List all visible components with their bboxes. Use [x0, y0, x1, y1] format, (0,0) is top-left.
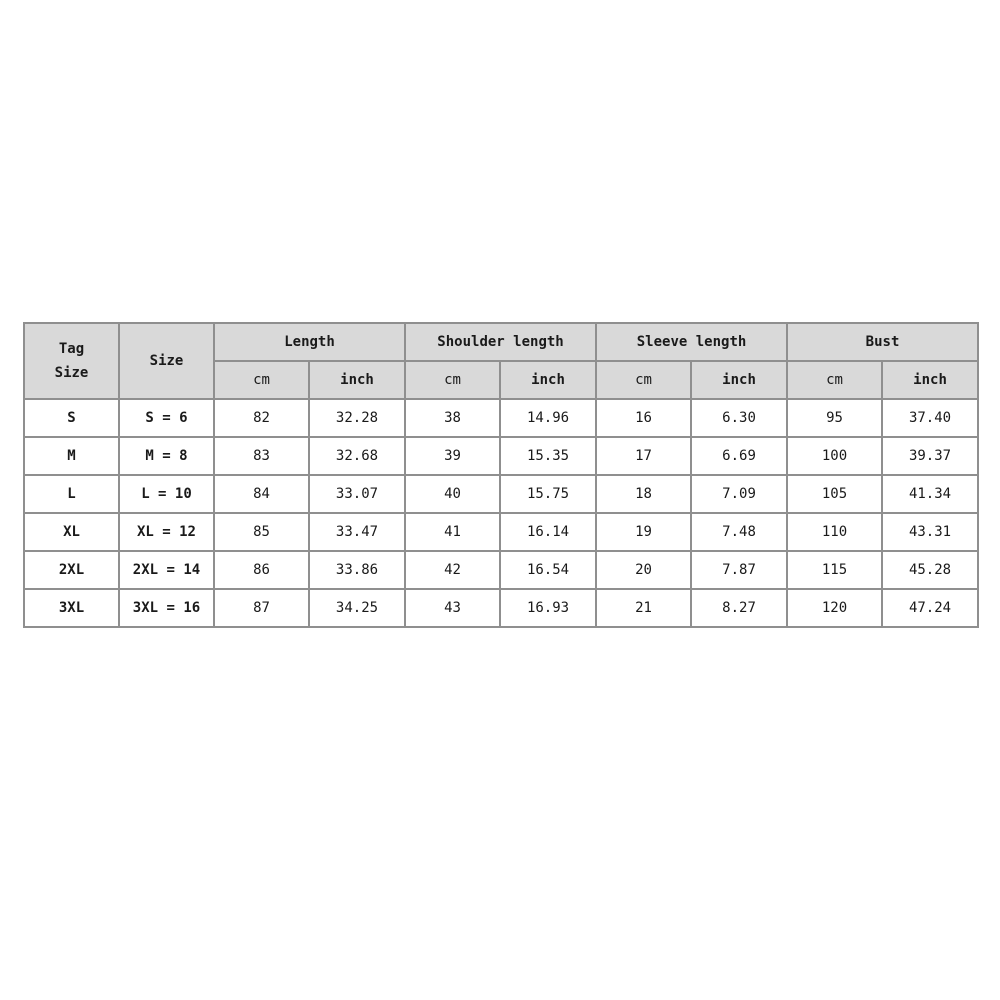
- shoulder-inch-cell: 15.75: [500, 475, 596, 513]
- header-unit-cm: cm: [405, 361, 500, 399]
- length-inch-cell: 33.86: [309, 551, 405, 589]
- header-unit-cm: cm: [787, 361, 882, 399]
- header-unit-cm: cm: [596, 361, 691, 399]
- table-row: [24, 551, 978, 589]
- header-unit-inch: inch: [309, 361, 405, 399]
- sleeve-cm-cell: 16: [596, 399, 691, 437]
- bust-cm-cell: 115: [787, 551, 882, 589]
- sleeve-inch-cell: 6.30: [691, 399, 787, 437]
- header-bust: Bust: [787, 323, 978, 361]
- bust-cm-cell: 95: [787, 399, 882, 437]
- length-cm-cell: 86: [214, 551, 309, 589]
- sleeve-cm-cell: 20: [596, 551, 691, 589]
- sleeve-inch-cell: 8.27: [691, 589, 787, 627]
- header-row-groups: [24, 323, 978, 361]
- length-inch-cell: 32.68: [309, 437, 405, 475]
- bust-inch-cell: 43.31: [882, 513, 978, 551]
- header-tag-size: [24, 323, 119, 399]
- header-sleeve-length: Sleeve length: [596, 323, 787, 361]
- bust-inch-cell: 41.34: [882, 475, 978, 513]
- header-size: Size: [119, 323, 214, 399]
- table-row: [24, 589, 978, 627]
- shoulder-cm-cell: 39: [405, 437, 500, 475]
- length-cm-cell: 83: [214, 437, 309, 475]
- sleeve-inch-cell: 7.48: [691, 513, 787, 551]
- table-body: [24, 399, 978, 627]
- size-cell: S = 6: [119, 399, 214, 437]
- table-row: [24, 475, 978, 513]
- tag-size-cell: L: [24, 475, 119, 513]
- bust-cm-cell: 100: [787, 437, 882, 475]
- sleeve-cm-cell: 18: [596, 475, 691, 513]
- header-unit-inch: inch: [691, 361, 787, 399]
- shoulder-inch-cell: 15.35: [500, 437, 596, 475]
- shoulder-cm-cell: 43: [405, 589, 500, 627]
- size-chart-table: [23, 322, 979, 628]
- size-cell: M = 8: [119, 437, 214, 475]
- table-row: [24, 437, 978, 475]
- bust-cm-cell: 120: [787, 589, 882, 627]
- header-unit-inch: inch: [500, 361, 596, 399]
- length-cm-cell: 82: [214, 399, 309, 437]
- length-cm-cell: 85: [214, 513, 309, 551]
- tag-size-cell: S: [24, 399, 119, 437]
- size-cell: 3XL = 16: [119, 589, 214, 627]
- header-length: Length: [214, 323, 405, 361]
- length-inch-cell: 33.07: [309, 475, 405, 513]
- shoulder-inch-cell: 14.96: [500, 399, 596, 437]
- shoulder-cm-cell: 38: [405, 399, 500, 437]
- tag-size-cell: 2XL: [24, 551, 119, 589]
- size-cell: L = 10: [119, 475, 214, 513]
- shoulder-inch-cell: 16.54: [500, 551, 596, 589]
- header-tag-size-line1: Tag: [58, 341, 85, 357]
- header-shoulder-length: Shoulder length: [405, 323, 596, 361]
- length-cm-cell: 84: [214, 475, 309, 513]
- sleeve-inch-cell: 7.09: [691, 475, 787, 513]
- sleeve-cm-cell: 19: [596, 513, 691, 551]
- shoulder-cm-cell: 41: [405, 513, 500, 551]
- size-cell: XL = 12: [119, 513, 214, 551]
- shoulder-inch-cell: 16.93: [500, 589, 596, 627]
- shoulder-cm-cell: 42: [405, 551, 500, 589]
- shoulder-inch-cell: 16.14: [500, 513, 596, 551]
- bust-inch-cell: 37.40: [882, 399, 978, 437]
- sleeve-inch-cell: 7.87: [691, 551, 787, 589]
- bust-inch-cell: 39.37: [882, 437, 978, 475]
- length-inch-cell: 33.47: [309, 513, 405, 551]
- sleeve-cm-cell: 21: [596, 589, 691, 627]
- size-cell: 2XL = 14: [119, 551, 214, 589]
- table-row: [24, 513, 978, 551]
- shoulder-cm-cell: 40: [405, 475, 500, 513]
- table-row: [24, 399, 978, 437]
- tag-size-cell: 3XL: [24, 589, 119, 627]
- table-header: [24, 323, 978, 399]
- sleeve-inch-cell: 6.69: [691, 437, 787, 475]
- length-inch-cell: 34.25: [309, 589, 405, 627]
- header-unit-inch: inch: [882, 361, 978, 399]
- header-unit-cm: cm: [214, 361, 309, 399]
- bust-cm-cell: 110: [787, 513, 882, 551]
- tag-size-cell: XL: [24, 513, 119, 551]
- bust-cm-cell: 105: [787, 475, 882, 513]
- length-cm-cell: 87: [214, 589, 309, 627]
- bust-inch-cell: 45.28: [882, 551, 978, 589]
- header-tag-size-line2: Size: [54, 365, 89, 381]
- tag-size-cell: M: [24, 437, 119, 475]
- sleeve-cm-cell: 17: [596, 437, 691, 475]
- bust-inch-cell: 47.24: [882, 589, 978, 627]
- length-inch-cell: 32.28: [309, 399, 405, 437]
